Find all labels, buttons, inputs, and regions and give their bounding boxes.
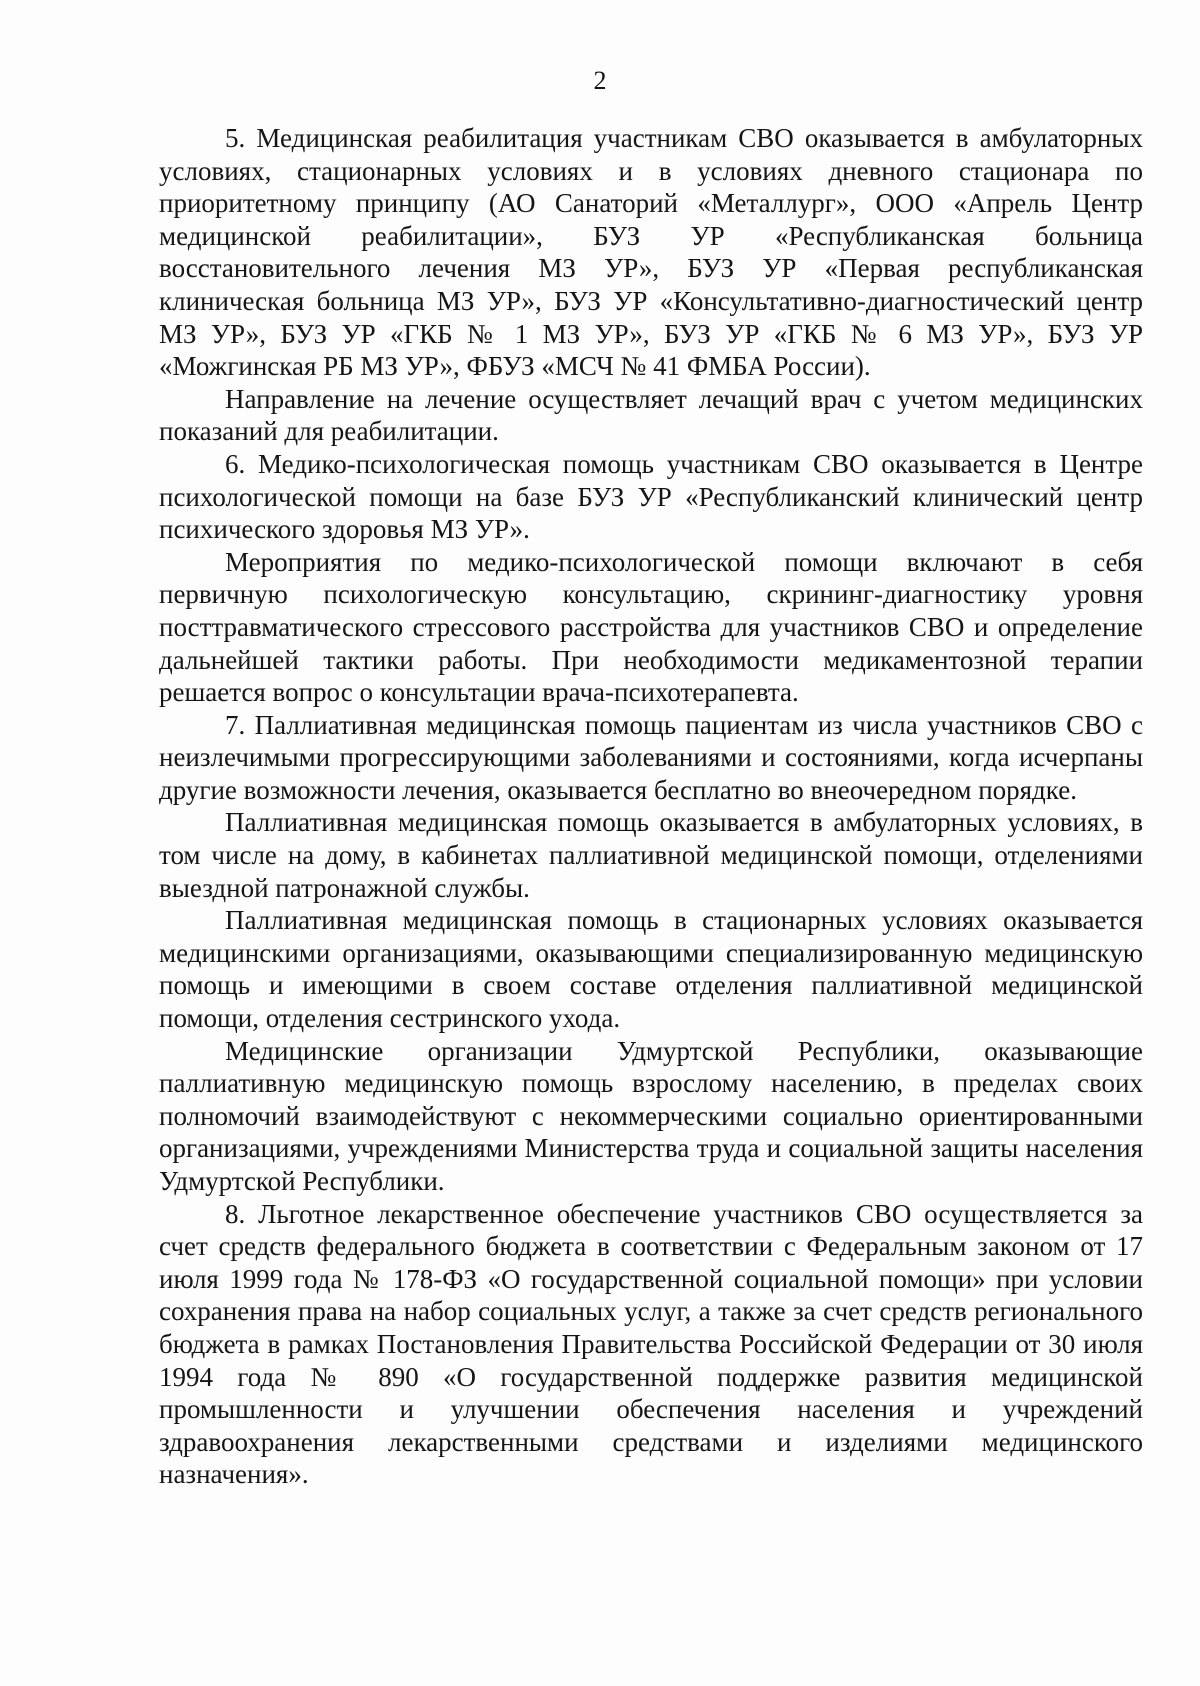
paragraph-palliative-care: 7. Паллиативная медицинская помощь пациентам из числа участников СВО с неизлечимыми прогрессирующими заболеваниями и состояниями, когда исчерпаны другие возможности лечения, оказывается бесплатно во внеочередном порядке. — [159, 709, 1143, 805]
paragraph-psychological-measures: Мероприятия по медико-психологической помощи включают в себя первичную психологическую консультацию, скрининг-диагностику уровня посттравматического стрессового расстройства для участников СВО и определение дальнейшей тактики работы. При необходимости медикаментозной терапии решается вопрос о консультации врача-психотерапевта. — [159, 546, 1143, 708]
paragraph-palliative-cooperation: Медицинские организации Удмуртской Республики, оказывающие паллиативную медицинскую помощь взрослому населению, в пределах своих полномочий взаимодействуют с некоммерческими социально ориентированными организациями, учреждениями Министерства труда и социальной защиты населения Удмуртской Республики. — [159, 1035, 1143, 1196]
paragraph-palliative-inpatient: Паллиативная медицинская помощь в стационарных условиях оказывается медицинскими организациями, оказывающими специализированную медицинскую помощь и имеющими в своем составе отделения паллиативной медицинской помощи, отделения сестринского ухода. — [159, 905, 1143, 1034]
paragraph-palliative-outpatient: Паллиативная медицинская помощь оказывается в амбулаторных условиях, в том числе на дому, в кабинетах паллиативной медицинской помощи, отделениями выездной патронажной службы. — [159, 807, 1143, 903]
document-body — [159, 122, 1143, 1491]
paragraph-treatment-referral: Направление на лечение осуществляет лечащий врач с учетом медицинских показаний для реабилитации. — [159, 383, 1143, 447]
paragraph-drug-provision: 8. Льготное лекарственное обеспечение участников СВО осуществляется за счет средств федерального бюджета в соответствии с Федеральным законом от 17 июля 1999 года № 178-ФЗ «О государственной социальной помощи» при условии сохранения права на набор социальных услуг, а также за счет средств регионального бюджета в рамках Постановления Правительства Российской Федерации от 30 июля 1994 года № 890 «О государственной поддержке развития медицинской промышленности и улучшении обеспечения населения и учреждений здравоохранения лекарственными средствами и изделиями медицинского назначения». — [159, 1198, 1143, 1490]
paragraph-psychological-help: 6. Медико-психологическая помощь участникам СВО оказывается в Центре психологической помощи на базе БУЗ УР «Республиканский клинический центр психического здоровья МЗ УР». — [159, 448, 1143, 545]
paragraph-medical-rehabilitation: 5. Медицинская реабилитация участникам СВО оказывается в амбулаторных условиях, стационарных условиях и в условиях дневного стационара по приоритетному принципу (АО Санаторий «Металлург», ООО «Апрель Центр медицинской реабилитации», БУЗ УР «Республиканская больница восстановительного лечения МЗ УР», БУЗ УР «Первая республиканская клиническая больница МЗ УР», БУЗ УР «Консультативно-диагностический центр МЗ УР», БУЗ УР «ГКБ № 1 МЗ УР», БУЗ УР «ГКБ № 6 МЗ УР», БУЗ УР «Можгинская РБ МЗ УР», ФБУЗ «МСЧ № 41 ФМБА России). — [159, 123, 1143, 382]
page-number: 2 — [593, 66, 607, 95]
